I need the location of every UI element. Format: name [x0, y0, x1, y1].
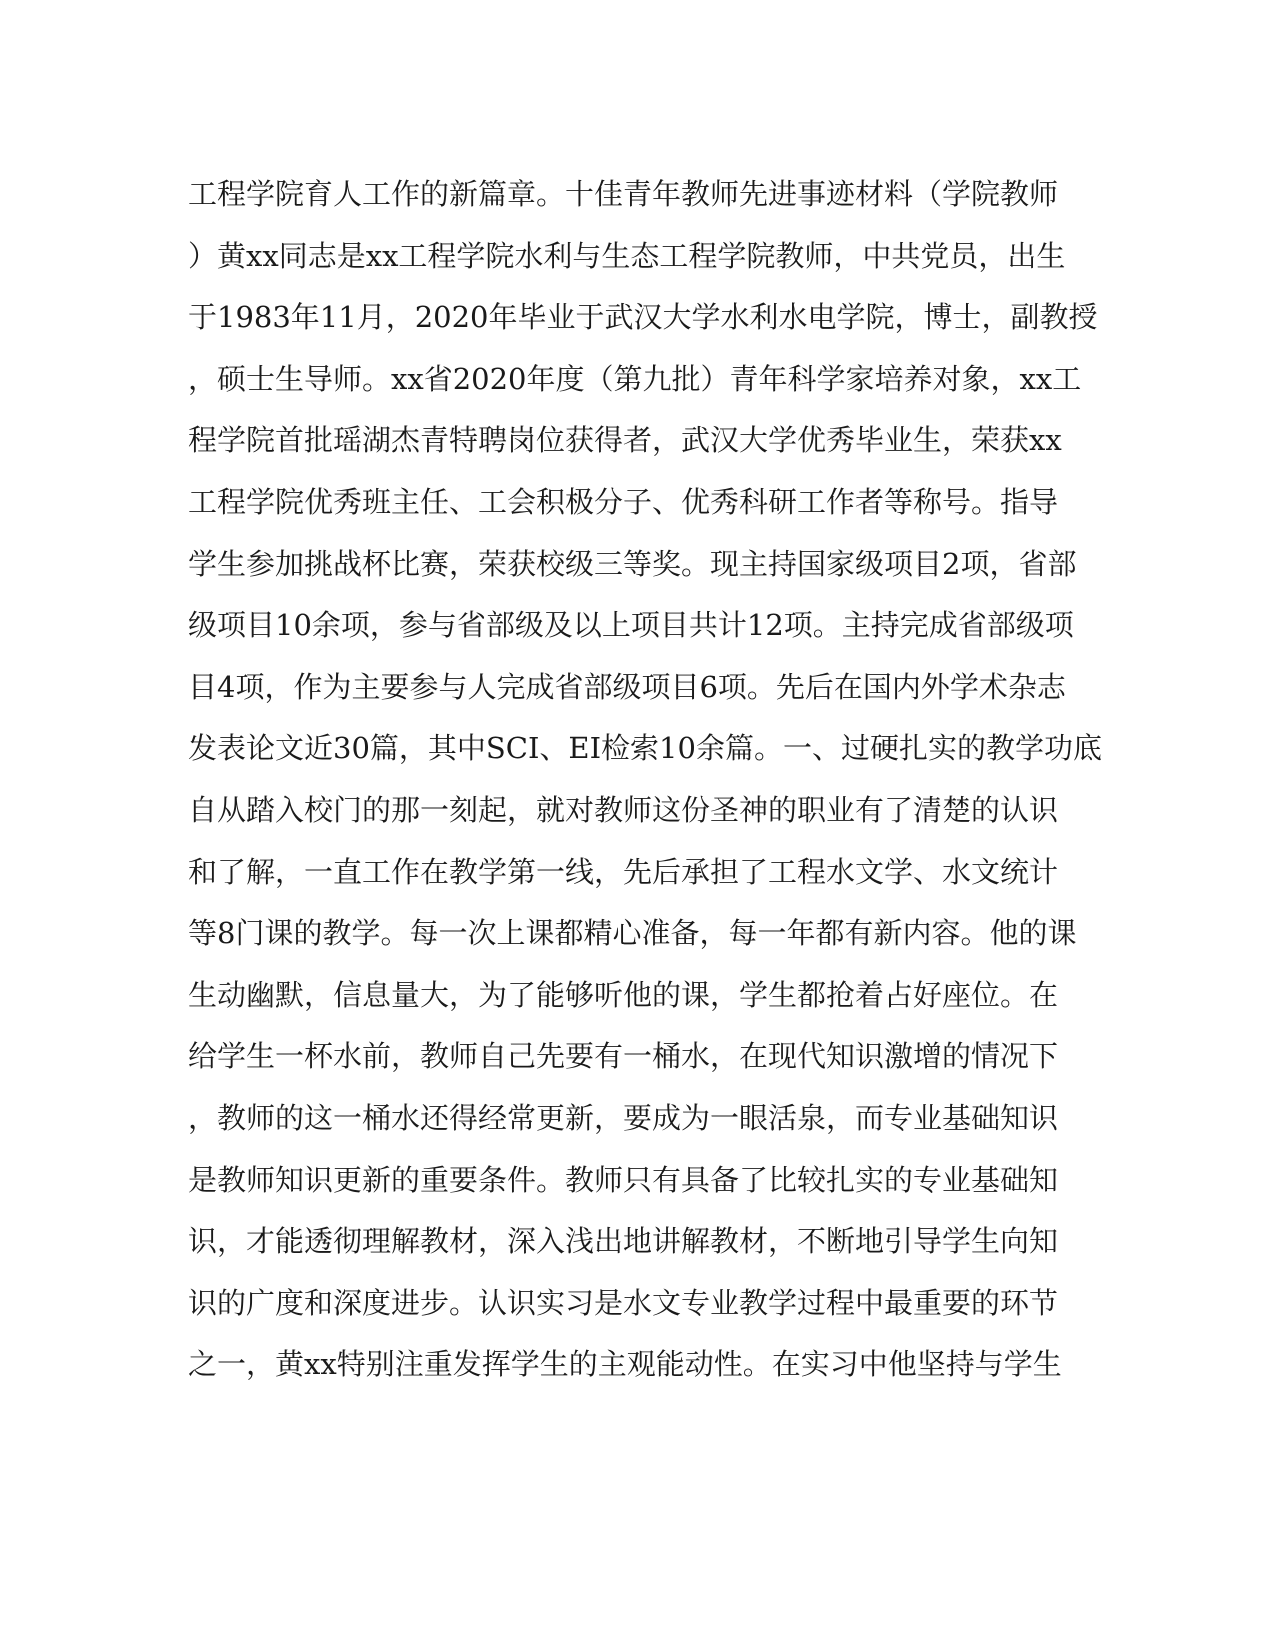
text-line-17: 是教师知识更新的重要条件。教师只有具备了比较扎实的专业基础知 — [188, 1162, 1059, 1197]
text-line-13: 等8门课的教学。每一次上课都精心准备，每一年都有新内容。他的课 — [188, 916, 1077, 951]
text-line-16: ，教师的这一桶水还得经常更新，要成为一眼活泉，而专业基础知识 — [188, 1100, 1059, 1135]
text-line-18: 识，才能透彻理解教材，深入浅出地讲解教材，不断地引导学生向知 — [188, 1224, 1059, 1259]
text-line-14: 生动幽默，信息量大，为了能够听他的课，学生都抢着占好座位。在 — [188, 977, 1059, 1012]
text-line-3: 于1983年11月，2020年毕业于武汉大学水利水电学院，博士，副教授 — [188, 300, 1098, 335]
text-line-9: 目4项，作为主要参与人完成省部级项目6项。先后在国内外学术杂志 — [188, 669, 1066, 704]
text-line-2: ）黄xx同志是xx工程学院水利与生态工程学院教师，中共党员，出生 — [188, 238, 1066, 273]
text-line-15: 给学生一杯水前，教师自己先要有一桶水，在现代知识激增的情况下 — [188, 1039, 1059, 1074]
text-line-12: 和了解，一直工作在教学第一线，先后承担了工程水文学、水文统计 — [188, 854, 1059, 889]
text-line-4: ，硕士生导师。xx省2020年度（第九批）青年科学家培养对象，xx工 — [188, 361, 1082, 396]
text-line-5: 程学院首批瑶湖杰青特聘岗位获得者，武汉大学优秀毕业生，荣获xx — [188, 423, 1062, 458]
text-line-10: 发表论文近30篇，其中SCI、EI检索10余篇。一、过硬扎实的教学功底 — [188, 731, 1102, 766]
text-line-6: 工程学院优秀班主任、工会积极分子、优秀科研工作者等称号。指导 — [188, 484, 1059, 519]
text-line-7: 学生参加挑战杯比赛，荣获校级三等奖。现主持国家级项目2项，省部 — [188, 546, 1077, 581]
text-line-8: 级项目10余项，参与省部级及以上项目共计12项。主持完成省部级项 — [188, 608, 1074, 643]
text-line-20: 之一，黄xx特别注重发挥学生的主观能动性。在实习中他坚持与学生 — [188, 1347, 1062, 1382]
body-text — [188, 164, 1102, 1396]
text-line-19: 识的广度和深度进步。认识实习是水文专业教学过程中最重要的环节 — [188, 1285, 1059, 1320]
text-line-11: 自从踏入校门的那一刻起，就对教师这份圣神的职业有了清楚的认识 — [188, 792, 1059, 827]
text-line-1: 工程学院育人工作的新篇章。十佳青年教师先进事迹材料（学院教师 — [188, 177, 1059, 211]
